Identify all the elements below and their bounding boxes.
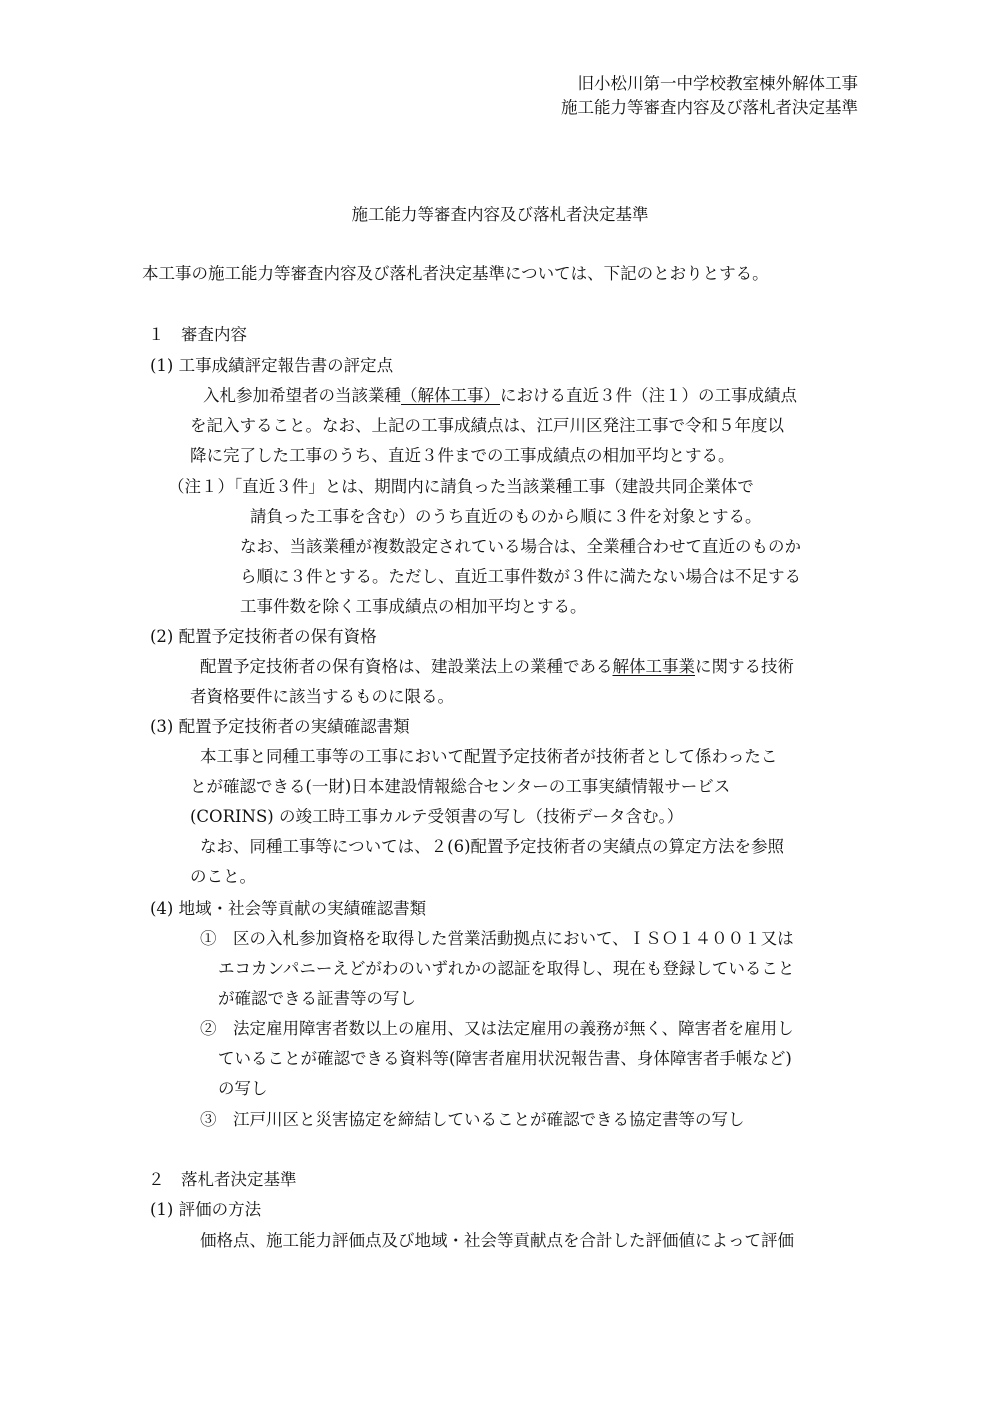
item-1-paragraph-line: を記入すること。なお、上記の工事成績点は、江戸川区発注工事で令和５年度以 [190, 416, 784, 435]
item-4-list-line: ていることが確認できる資料等(障害者雇用状況報告書、身体障害者手帳など) [218, 1049, 792, 1068]
item-1-paragraph-line: 降に完了した工事のうち、直近３件までの工事成績点の相加平均とする。 [190, 446, 735, 465]
text-span: 配置予定技術者の保有資格は、建設業法上の業種である [200, 657, 613, 676]
item-3-paragraph-line: 本工事と同種工事等の工事において配置予定技術者が技術者として係わったこ [200, 747, 778, 766]
note-1-line: ら順に３件とする。ただし、直近工事件数が３件に満たない場合は不足する [240, 567, 801, 586]
item-2-heading: (2) 配置予定技術者の保有資格 [150, 627, 377, 646]
note-1-line: なお、当該業種が複数設定されている場合は、全業種合わせて直近のものか [240, 537, 801, 556]
intro-text: 本工事の施工能力等審査内容及び落札者決定基準については、下記のとおりとする。 [142, 264, 769, 283]
item-4-list-line: ③ 江戸川区と災害協定を締結していることが確認できる協定書等の写し [200, 1110, 745, 1129]
underlined-term: （解体工事） [401, 386, 500, 405]
header-project-name: 旧小松川第一中学校教室棟外解体工事 [577, 74, 858, 93]
item-4-heading: (4) 地域・社会等貢献の実績確認書類 [150, 899, 427, 918]
item-3-paragraph-line: とが確認できる(一財)日本建設情報総合センターの工事実績情報サービス [190, 777, 731, 796]
item-4-list-line: が確認できる証書等の写し [218, 989, 416, 1008]
note-1-line: 請負った工事を含む）のうち直近のものから順に３件を対象とする。 [250, 507, 762, 526]
item-4-list-line: の写し [218, 1079, 268, 1098]
item-1-heading: (1) 工事成績評定報告書の評定点 [150, 356, 394, 375]
note-1-line: （注１）「直近３件」とは、期間内に請負った当該業種工事（建設共同企業体で [168, 477, 754, 496]
text-span: に関する技術 [695, 657, 794, 676]
item-3-paragraph-line: なお、同種工事等については、２(6)配置予定技術者の実績点の算定方法を参照 [200, 837, 785, 856]
item-2-paragraph-line [200, 655, 794, 679]
underlined-term: 解体工事業 [612, 657, 695, 676]
item-3-paragraph-line: (CORINS) の竣工時工事カルテ受領書の写し（技術データ含む。） [190, 807, 684, 826]
section-1-heading: １ 審査内容 [148, 325, 247, 344]
note-1-line: 工事件数を除く工事成績点の相加平均とする。 [240, 597, 587, 616]
item-3-paragraph-line: のこと。 [190, 867, 256, 886]
text-span: 入札参加希望者の当該業種 [203, 386, 401, 405]
header-document-name: 施工能力等審査内容及び落札者決定基準 [561, 98, 858, 117]
item-4-list-line: ① 区の入札参加資格を取得した営業活動拠点において、ＩＳＯ１４００１又は [200, 929, 794, 948]
section-2-item-1-paragraph-line: 価格点、施工能力評価点及び地域・社会等貢献点を合計した評価値によって評価 [200, 1231, 794, 1250]
item-3-heading: (3) 配置予定技術者の実績確認書類 [150, 717, 410, 736]
item-4-list-line: ② 法定雇用障害者数以上の雇用、又は法定雇用の義務が無く、障害者を雇用し [200, 1019, 794, 1038]
item-4-list-line: エコカンパニーえどがわのいずれかの認証を取得し、現在も登録していること [218, 959, 795, 978]
section-2-item-1-heading: (1) 評価の方法 [150, 1200, 262, 1219]
section-2-heading: ２ 落札者決定基準 [148, 1170, 297, 1189]
item-2-paragraph-line: 者資格要件に該当するものに限る。 [190, 687, 454, 706]
page-title: 施工能力等審査内容及び落札者決定基準 [351, 205, 649, 224]
item-1-paragraph-line [203, 384, 797, 408]
text-span: における直近３件（注１）の工事成績点 [500, 386, 797, 405]
